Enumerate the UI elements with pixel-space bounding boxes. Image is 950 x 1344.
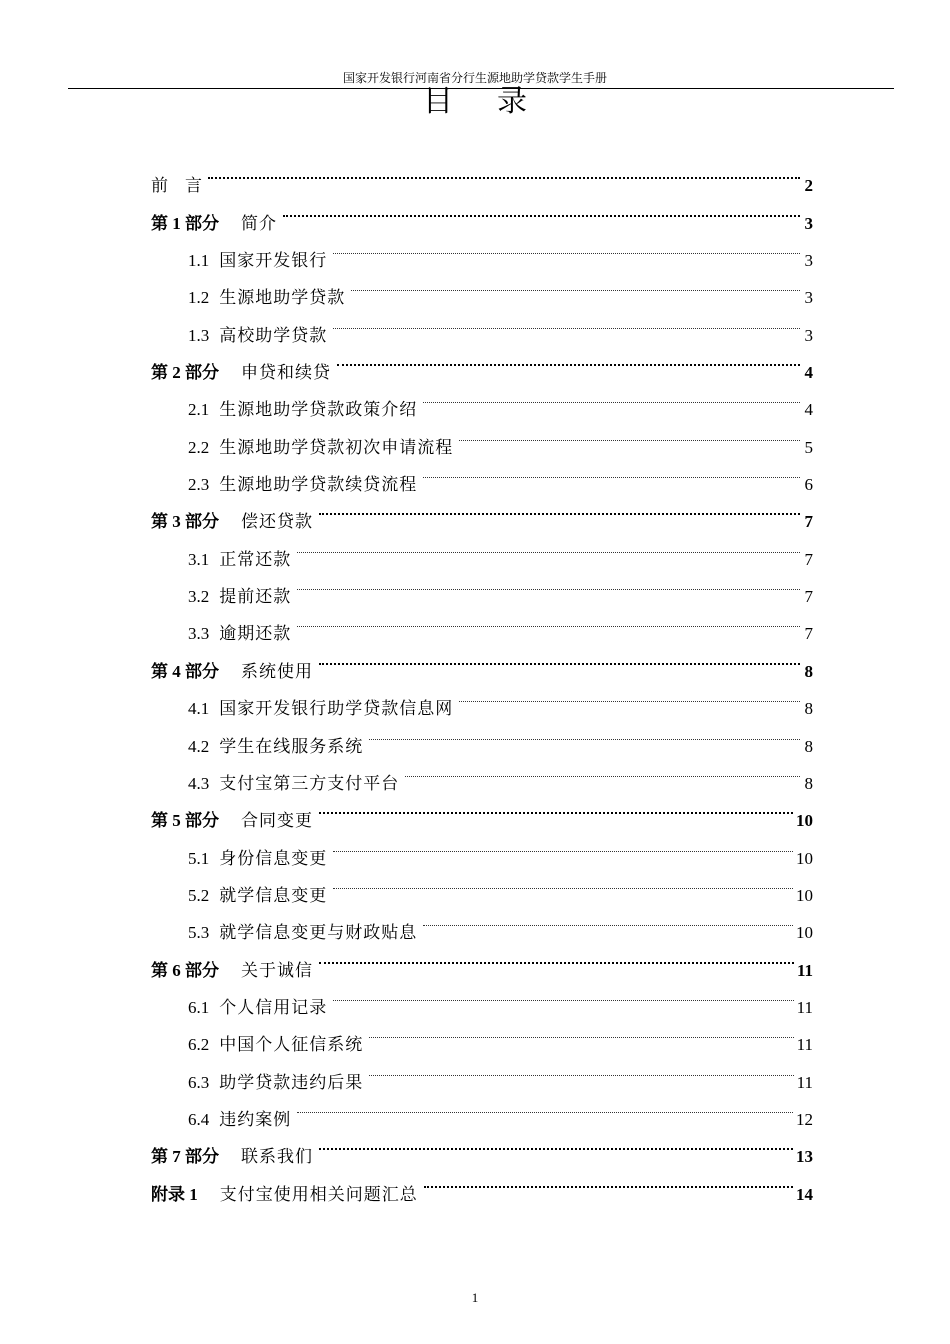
toc-entry-page: 3 [804,251,813,271]
toc-entry-leader-dots [208,154,800,191]
toc-entry-label: 国家开发银行 [219,251,328,272]
toc-entry-page: 10 [796,848,813,868]
toc-entry-leader-dots [423,378,800,415]
toc-entry-number: 第 4 部分 [151,661,219,681]
toc-entry-number: 1.2 [188,288,210,308]
toc-entry-label: 正常还款 [219,549,292,570]
toc-entry-number: 6.2 [188,1035,210,1055]
toc-entry-number: 第 5 部分 [151,811,219,831]
toc-entry-leader-dots [333,303,800,340]
toc-entry-label: 高校助学贷款 [219,325,328,346]
toc-entry-label: 申贷和续贷 [241,363,331,384]
toc-entry-page: 11 [796,997,813,1017]
toc-entry-label: 偿还贷款 [241,512,313,533]
toc-entry-page: 11 [796,1035,813,1055]
toc-entry-number: 3.3 [188,624,210,644]
toc-entry-label: 国家开发银行助学贷款信息网 [219,699,454,720]
toc-entry-number: 6.4 [188,1109,210,1129]
toc-entry-label: 生源地助学贷款政策介绍 [219,400,418,421]
toc-entry-label: 前 言 [151,176,202,197]
toc-entry-leader-dots [369,1050,793,1087]
toc-entry-label: 提前还款 [219,587,292,608]
toc-entry-page: 10 [796,923,813,943]
toc-entry-page: 12 [796,1109,813,1129]
toc-entry-label: 支付宝第三方支付平台 [219,773,400,794]
toc-entry-label: 学生在线服务系统 [219,736,364,757]
toc-entry-label: 个人信用记录 [219,997,328,1018]
toc-entry-page: 8 [804,661,813,681]
toc-entry-page: 6 [804,475,813,495]
toc-entry-number: 第 6 部分 [151,960,219,980]
toc-entry-number: 6.3 [188,1072,210,1092]
toc-entry-number: 2.3 [188,475,210,495]
toc-entry-leader-dots [283,191,800,228]
toc-entry-leader-dots [423,901,793,938]
toc-entry[interactable] [151,154,813,197]
toc-entry-number: 5.1 [188,848,210,868]
toc-entry-number: 5.2 [188,885,210,905]
page-number: 1 [471,1290,479,1305]
toc-entry-leader-dots [351,266,800,303]
toc-entry-number: 4.3 [188,773,210,793]
toc-entry-leader-dots [337,341,800,378]
toc-entry-page: 5 [804,437,813,457]
toc-entry-leader-dots [297,1088,793,1125]
toc-entry-page: 8 [804,699,813,719]
toc-entry-leader-dots [297,602,800,639]
toc-entry-leader-dots [405,752,800,789]
toc-entry-page: 7 [804,624,813,644]
toc-entry-number: 第 2 部分 [151,363,219,383]
toc-entry-leader-dots [319,1125,793,1162]
toc-entry-number: 第 7 部分 [151,1147,219,1167]
toc-entry-page: 10 [796,811,813,831]
toc-entry-label: 身份信息变更 [219,848,328,869]
toc-entry-page: 13 [796,1147,813,1167]
toc-entry-number: 3.1 [188,549,210,569]
toc-entry-number: 1.1 [188,251,210,271]
toc-entry-leader-dots [319,639,800,676]
toc-title: 目录 [423,84,571,119]
toc-entry-label: 就学信息变更与财政贴息 [219,923,418,944]
toc-entry-page: 3 [804,325,813,345]
table-of-contents [151,154,813,1205]
toc-entry-number: 5.3 [188,923,210,943]
toc-entry-label: 逾期还款 [219,624,292,645]
toc-entry-label: 支付宝使用相关问题汇总 [219,1184,418,1205]
toc-entry-leader-dots [333,229,800,266]
toc-entry-number: 2.2 [188,437,210,457]
toc-entry-page: 10 [796,885,813,905]
running-header: 国家开发银行河南省分行生源地助学贷款学生手册 [342,71,607,85]
toc-entry-page: 3 [804,288,813,308]
toc-entry-number: 第 3 部分 [151,512,219,532]
toc-entry-label: 简介 [241,213,277,234]
toc-entry-label: 关于诚信 [241,960,313,981]
toc-entry-leader-dots [333,864,793,901]
toc-entry-page: 2 [804,176,813,196]
toc-entry[interactable] [151,191,813,234]
toc-entry-leader-dots [319,938,794,975]
toc-entry-page: 4 [804,400,813,420]
toc-entry-leader-dots [424,1162,793,1199]
toc-entry-leader-dots [423,453,800,490]
toc-entry-label: 就学信息变更 [219,885,328,906]
toc-entry-page: 14 [796,1184,813,1204]
toc-entry-page: 11 [796,1072,813,1092]
toc-entry-leader-dots [297,527,800,564]
toc-entry-number: 1.3 [188,325,210,345]
toc-entry-number: 4.1 [188,699,210,719]
toc-entry-label: 系统使用 [241,661,313,682]
toc-entry-number: 6.1 [188,997,210,1017]
toc-entry-leader-dots [319,789,793,826]
toc-entry-page: 7 [804,512,813,532]
toc-entry-leader-dots [459,677,800,714]
toc-entry-page: 4 [804,363,813,383]
toc-entry-leader-dots [333,976,793,1013]
toc-entry-page: 8 [804,773,813,793]
toc-entry-label: 中国个人征信系统 [219,1035,364,1056]
toc-entry-label: 合同变更 [241,811,313,832]
toc-entry-page: 3 [804,213,813,233]
toc-entry-number: 附录 1 [151,1184,198,1204]
toc-entry-number: 2.1 [188,400,210,420]
toc-entry-label: 联系我们 [241,1147,313,1168]
toc-entry-leader-dots [319,490,800,527]
toc-entry-page: 8 [804,736,813,756]
toc-entry-label: 生源地助学贷款初次申请流程 [219,437,454,458]
toc-entry-leader-dots [333,826,793,863]
toc-entry-label: 生源地助学贷款续贷流程 [219,475,418,496]
toc-entry-number: 4.2 [188,736,210,756]
toc-entry-leader-dots [297,565,800,602]
toc-entry-number: 3.2 [188,587,210,607]
toc-entry-page: 11 [796,960,813,980]
toc-entry-label: 违约案例 [219,1109,292,1130]
toc-entry-leader-dots [369,714,800,751]
toc-entry-page: 7 [804,549,813,569]
toc-entry-label: 助学贷款违约后果 [219,1072,364,1093]
toc-entry-leader-dots [369,1013,793,1050]
toc-entry-label: 生源地助学贷款 [219,288,346,309]
toc-entry-leader-dots [459,415,800,452]
toc-entry-number: 第 1 部分 [151,213,219,233]
toc-entry-page: 7 [804,587,813,607]
